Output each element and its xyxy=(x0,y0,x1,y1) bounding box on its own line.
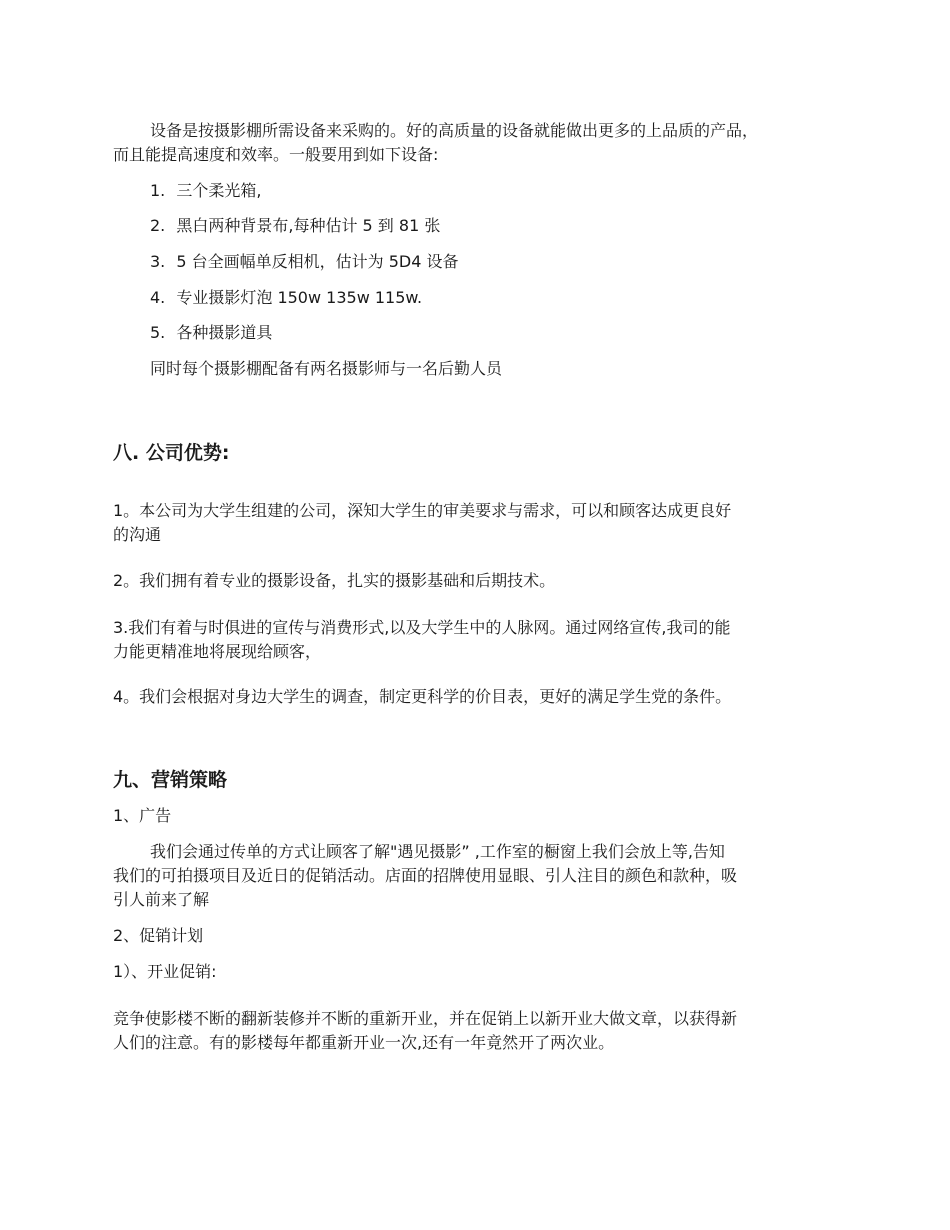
intro-line-2: 而且能提高速度和效率。一般要用到如下设备: xyxy=(113,145,439,164)
list-number: 1. xyxy=(150,181,166,200)
advantage-1-line-1: 1。本公司为大学生组建的公司，深知大学生的审美要求与需求，可以和顾客达成更良好 xyxy=(113,501,732,520)
list-text: 5 台全画幅单反相机，估计为 5D4 设备 xyxy=(176,252,459,271)
subheading-advertising: 1、广告 xyxy=(113,806,172,825)
intro-line-1: 设备是按摄影棚所需设备来采购的。好的高质量的设备就能做出更多的上品质的产品， xyxy=(150,121,759,140)
list-item xyxy=(150,251,458,273)
advertising-line-1: 我们会通过传单的方式让顾客了解"遇见摄影” ,工作室的橱窗上我们会放上等,告知 xyxy=(150,842,725,861)
promotion-line-2: 人们的注意。有的影楼每年都重新开业一次,还有一年竟然开了两次业。 xyxy=(113,1033,615,1052)
advantage-4: 4。我们会根据对身边大学生的调查，制定更科学的价目表，更好的满足学生党的条件。 xyxy=(113,687,732,706)
list-text: 三个柔光箱, xyxy=(176,181,262,200)
list-number: 5. xyxy=(150,323,166,342)
list-item xyxy=(150,180,261,202)
section-heading-advantages: 八. 公司优势: xyxy=(113,442,230,464)
advantage-3-line-2: 力能更精准地将展现给顾客， xyxy=(113,642,322,661)
subheading-promotion-plan: 2、促销计划 xyxy=(113,926,204,945)
advertising-line-2: 我们的可拍摄项目及近日的促销活动。店面的招牌使用显眼、引人注目的颜色和款种，吸 xyxy=(113,866,738,885)
list-text: 黑白两种背景布,每种估计 5 到 81 张 xyxy=(176,216,441,235)
staff-note: 同时每个摄影棚配备有两名摄影师与一名后勤人员 xyxy=(150,359,503,378)
list-item xyxy=(150,215,440,237)
section-heading-marketing: 九、营销策略 xyxy=(113,769,228,791)
list-item xyxy=(150,287,422,309)
advantage-3-line-1: 3.我们有着与时俱进的宣传与消费形式,以及大学生中的人脉网。通过网络宣传,我司的能 xyxy=(113,618,731,637)
list-text: 各种摄影道具 xyxy=(176,323,273,342)
list-number: 4. xyxy=(150,288,166,307)
promotion-line-1: 竞争使影楼不断的翻新装修并不断的重新开业，并在促销上以新开业大做文章，以获得新 xyxy=(113,1009,738,1028)
subheading-opening-promotion: 1）、开业促销: xyxy=(113,962,217,981)
advantage-1-line-2: 的沟通 xyxy=(113,525,162,544)
advantage-2: 2。我们拥有着专业的摄影设备，扎实的摄影基础和后期技术。 xyxy=(113,571,556,590)
list-text: 专业摄影灯泡 150w 135w 115w. xyxy=(176,288,423,307)
list-number: 2. xyxy=(150,216,166,235)
advertising-line-3: 引人前来了解 xyxy=(113,890,210,909)
list-number: 3. xyxy=(150,252,166,271)
list-item xyxy=(150,322,272,344)
